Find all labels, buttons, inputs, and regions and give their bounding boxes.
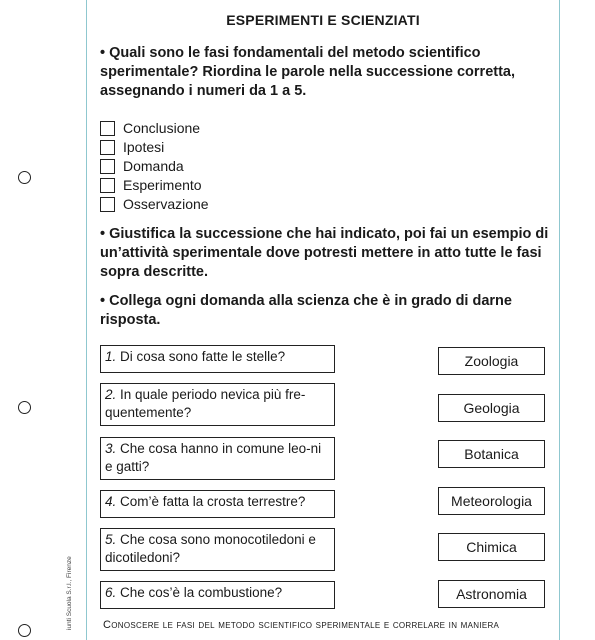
phase-label: Esperimento xyxy=(123,177,202,193)
question-number: 6. xyxy=(105,585,117,600)
phase-label: Osservazione xyxy=(123,196,209,212)
science-box-geologia[interactable]: Geologia xyxy=(438,394,545,422)
publisher-credit: iunti Scuola S.r.l., Firenze xyxy=(66,556,73,630)
question-box-3[interactable] xyxy=(100,437,335,480)
science-box-meteorologia[interactable]: Meteorologia xyxy=(438,487,545,515)
checkbox[interactable] xyxy=(100,121,115,136)
question-number: 2. xyxy=(105,387,117,402)
checkbox[interactable] xyxy=(100,178,115,193)
phase-label: Ipotesi xyxy=(123,139,165,155)
phase-label: Conclusione xyxy=(123,120,201,136)
check-row-esperimento[interactable] xyxy=(100,176,202,194)
science-box-chimica[interactable]: Chimica xyxy=(438,533,545,561)
question-number: 3. xyxy=(105,441,117,456)
question-text: In quale periodo nevica più fre-quentemente? xyxy=(105,387,306,420)
question-box-5[interactable] xyxy=(100,528,335,571)
binder-hole-2 xyxy=(18,401,31,414)
question-text: Che cosa hanno in comune leo-ni e gatti? xyxy=(105,441,322,474)
question-match: • Collega ogni domanda alla scienza che è in grado di darne risposta. xyxy=(100,293,512,328)
science-box-zoologia[interactable]: Zoologia xyxy=(438,347,545,375)
question-text: Che cosa sono monocotiledoni e dicotiledoni? xyxy=(105,532,316,565)
question-number: 4. xyxy=(105,494,117,509)
science-box-botanica[interactable]: Botanica xyxy=(438,440,545,468)
binder-hole-1 xyxy=(18,171,31,184)
check-row-conclusione[interactable] xyxy=(100,119,200,137)
question-box-4[interactable] xyxy=(100,490,335,518)
question-number: 5. xyxy=(105,532,117,547)
question-text: Che cos’è la combustione? xyxy=(116,585,283,600)
checkbox[interactable] xyxy=(100,197,115,212)
worksheet-title: ESPERIMENTI E SCIENZIATI xyxy=(226,12,420,28)
question-text: Di cosa sono fatte le stelle? xyxy=(116,349,286,364)
question-box-1[interactable] xyxy=(100,345,335,373)
question-box-6[interactable] xyxy=(100,581,335,609)
phase-label: Domanda xyxy=(123,158,184,174)
question-box-2[interactable] xyxy=(100,383,335,426)
check-row-ipotesi[interactable] xyxy=(100,138,164,156)
binder-hole-3 xyxy=(18,624,31,637)
question-number: 1. xyxy=(105,349,117,364)
check-row-osservazione[interactable] xyxy=(100,195,209,213)
checkbox[interactable] xyxy=(100,159,115,174)
question-justify: • Giustifica la successione che hai indicato, poi fai un esempio di un’attività sperimentale dove potresti mettere in atto tutte le fasi sopra descritte. xyxy=(100,226,549,280)
footer-objective: Conoscere le fasi del metodo scientifico sperimentale e correlare in maniera xyxy=(103,619,500,631)
question-phases: • Quali sono le fasi fondamentali del metodo scientifico sperimentale? Riordina le parole nella successione corretta, assegnando i numeri da 1 a 5. xyxy=(100,45,516,99)
science-box-astronomia[interactable]: Astronomia xyxy=(438,580,545,608)
question-text: Com’è fatta la crosta terrestre? xyxy=(116,494,306,509)
checkbox[interactable] xyxy=(100,140,115,155)
check-row-domanda[interactable] xyxy=(100,157,184,175)
